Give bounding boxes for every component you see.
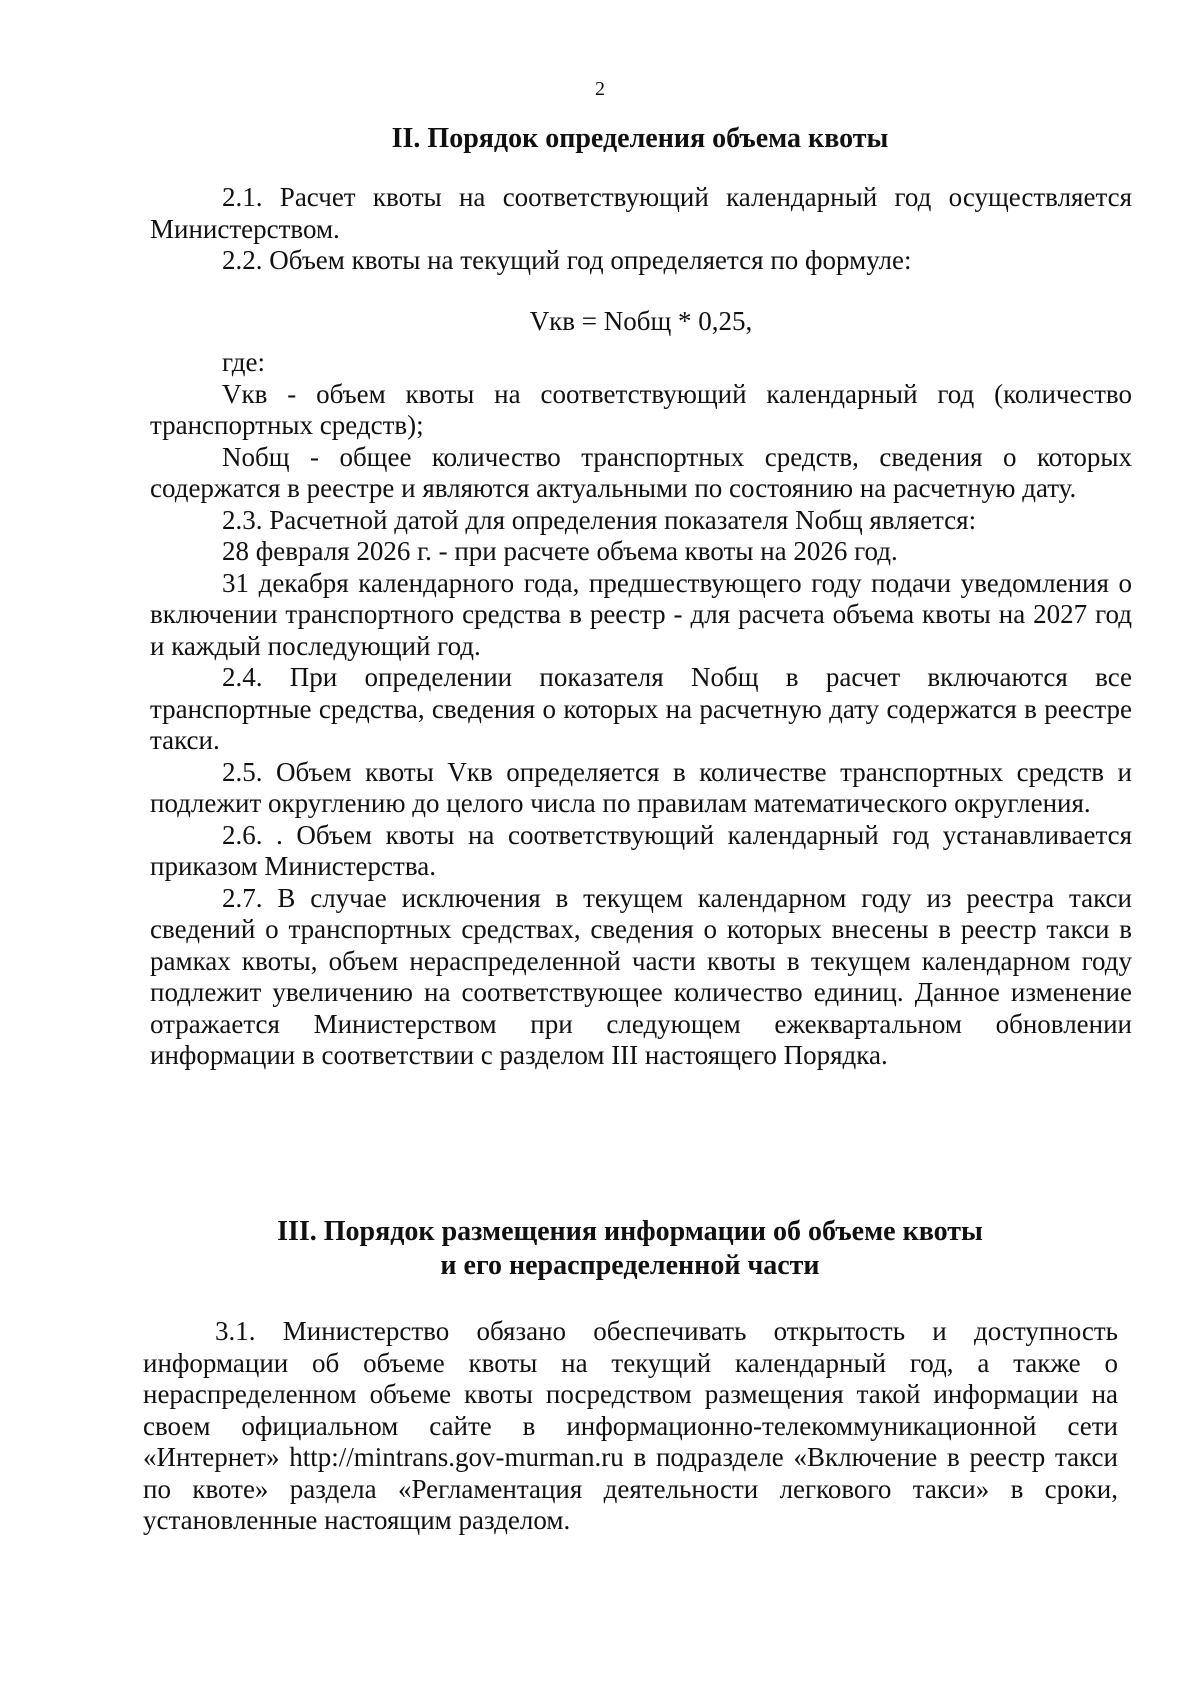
section-3-title-line-1: III. Порядок размещения информации об объеме квоты [277,1216,983,1247]
paragraph-2-3: 2.3. Расчетной датой для определения показателя Nобщ является: [222,504,977,535]
section-3-title-line-2: и его нераспределенной части [440,1250,820,1281]
paragraph-2-1: 2.1. Расчет квоты на соответствующий календарный год осуществляется Министерством. [150,182,1132,244]
quota-formula: Vкв = Nобщ * 0,25, [529,305,753,336]
paragraph-2-2: 2.2. Объем квоты на текущий год определяется по формуле: [222,245,912,275]
paragraph-2-3-date-2027: 31 декабря календарного года, предшествующего году подачи уведомления о включении транспортного средства в реестр - для расчета объема квоты на 2027 год и каждый последующий год. [150,567,1132,661]
definition-n-total: Nобщ - общее количество транспортных средств, сведения о которых содержатся в реестре и являются актуальными по состоянию на расчетную дату. [150,441,1132,503]
definition-v-quota: Vкв - объем квоты на соответствующий календарный год (количество транспортных средств); [150,378,1132,440]
section-2-body [150,182,1132,1072]
page-number: 2 [595,78,605,100]
paragraph-2-5: 2.5. Объем квоты Vкв определяется в количестве транспортных средств и подлежит округлению до целого числа по правилам математического округления. [150,756,1132,818]
section-2-title: II. Порядок определения объема квоты [391,123,889,154]
paragraph-3-1: 3.1. Министерство обязано обеспечивать открытость и доступность информации об объеме квоты на текущий календарный год, а также о нераспределенном объеме квоты посредством размещения такой информации на своем официальном сайте в информационно-телекоммуникационной сети «Интернет» http://mintrans.gov-murman.ru в подразделе «Включение в реестр такси по квоте» раздела «Регламентация деятельности легкового такси» в сроки, установленные настоящим разделом. [143,1316,1118,1535]
paragraph-2-4: 2.4. При определении показателя Nобщ в расчет включаются все транспортные средства, сведения о которых на расчетную дату содержатся в реестре такси. [150,662,1132,755]
section-3-body [143,1316,1118,1537]
paragraph-2-6: 2.6. . Объем квоты на соответствующий календарный год устанавливается приказом Министерства. [150,819,1132,881]
where-label: где: [222,347,265,377]
paragraph-2-7: 2.7. В случае исключения в текущем календарном году из реестра такси сведений о транспортных средствах, сведения о которых внесены в реестр такси в рамках квоты, объем нераспределенной части квоты в текущем календарном году подлежит увеличению на соответствующее количество единиц. Данное изменение отражается Министерством при следующем ежеквартальном обновлении информации в соответствии с разделом III настоящего Порядка. [150,882,1132,1070]
paragraph-2-3-date-2026: 28 февраля 2026 г. - при расчете объема квоты на 2026 год. [222,536,898,566]
section-3-title [140,1215,1120,1283]
